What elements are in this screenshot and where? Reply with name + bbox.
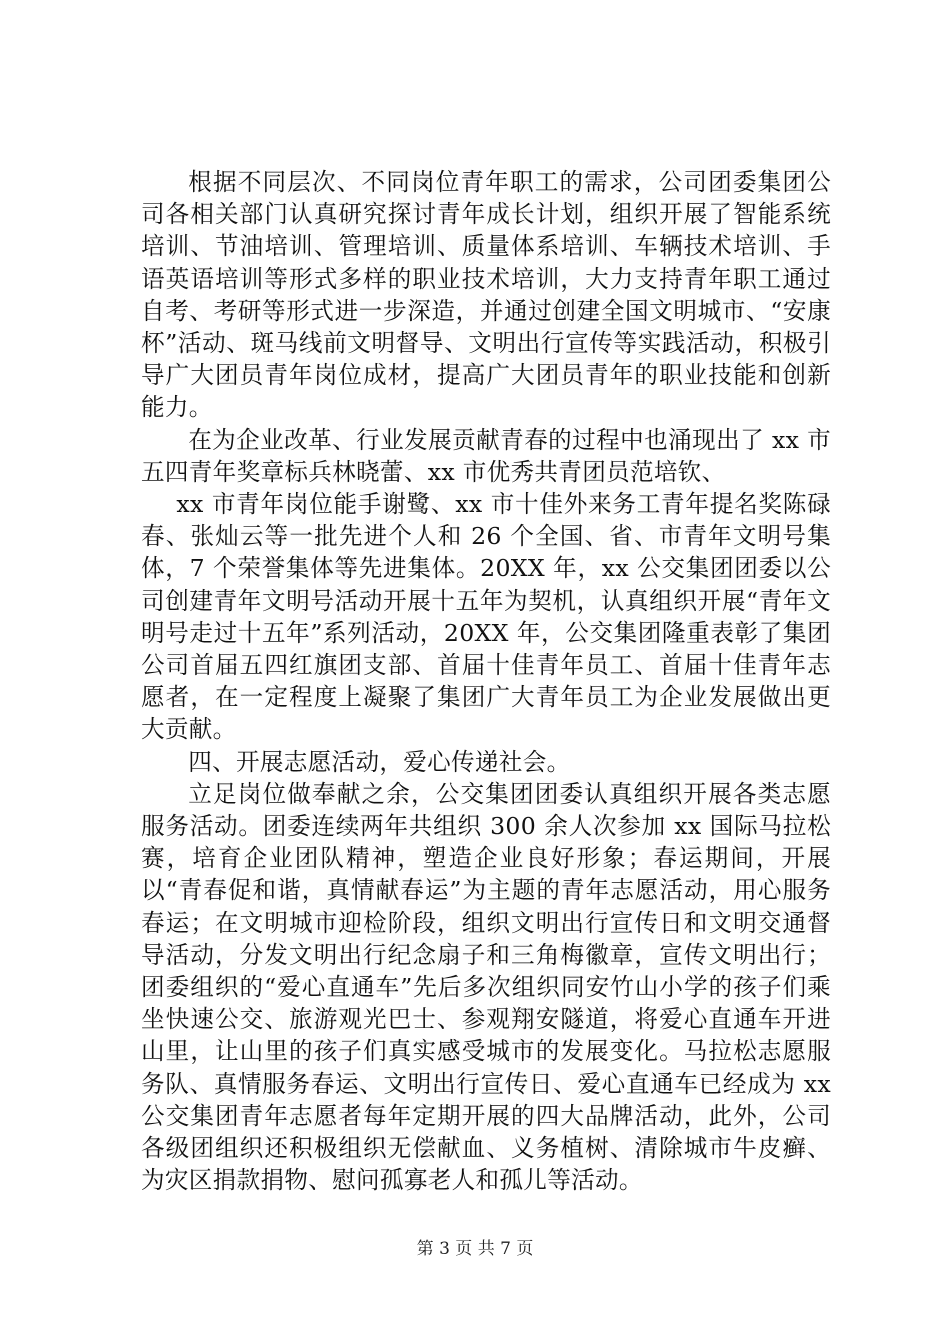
paragraph-volunteer: 立足岗位做奉献之余，公交集团团委认真组织开展各类志愿服务活动。团委连续两年共组织 300 余人次参加 xx 国际马拉松赛，培育企业团队精神，塑造企业良好形象；春运期间，开展以“青春促和谐，真情献春运”为主题的青年志愿活动，用心服务春运；在文明城市迎检阶段，组织文明出行宣传日和文明交通督导活动，分发文明出行纪念扇子和三角梅徽章，宣传文明出行；团委组织的“爱心直通车”先后多次组织同安竹山小学的孩子们乘坐快速公交、旅游观光巴士、参观翔安隧道，将爱心直通车开进山里，让山里的孩子们真实感受城市的发展变化。马拉松志愿服务队、真情服务春运、文明出行宣传日、爱心直通车已经成为 xx 公交集团青年志愿者每年定期开展的四大品牌活动，此外，公司各级团组织还积极组织无偿献血、义务植树、清除城市牛皮癣、为灾区捐款捐物、慰问孤寡老人和孤儿等活动。 xyxy=(141,779,831,1195)
page-footer: 第 3 页 共 7 页 xyxy=(416,1239,534,1259)
paragraph-honors-intro: 在为企业改革、行业发展贡献青春的过程中也涌现出了 xx 市五四青年奖章标兵林晓蕾、xx 市优秀共青团员范培钦、 xyxy=(141,425,831,486)
section-heading-volunteer: 四、开展志愿活动，爱心传递社会。 xyxy=(188,747,571,776)
document-body xyxy=(141,166,831,1197)
paragraph-training: 根据不同层次、不同岗位青年职工的需求，公司团委集团公司各相关部门认真研究探讨青年成长计划，组织开展了智能系统培训、节油培训、管理培训、质量体系培训、车辆技术培训、手语英语培训等形式多样的职业技术培训，大力支持青年职工通过自考、考研等形式进一步深造，并通过创建全国文明城市、“安康杯”活动、斑马线前文明督导、文明出行宣传等实践活动，积极引导广大团员青年岗位成材，提高广大团员青年的职业技能和创新能力。 xyxy=(141,168,831,422)
paragraph-honors-list: xx 市青年岗位能手谢鹭、xx 市十佳外来务工青年提名奖陈碌春、张灿云等一批先进个人和 26 个全国、省、市青年文明号集体，7 个荣誉集体等先进集体。20XX 年，xx 公交集团团委以公司创建青年文明号活动开展十五年为契机，认真组织开展“青年文明号走过十五年”系列活动，20XX 年，公交集团隆重表彰了集团公司首届五四红旗团支部、首届十佳青年员工、首届十佳青年志愿者，在一定程度上凝聚了集团广大青年员工为企业发展做出更大贡献。 xyxy=(141,490,831,744)
